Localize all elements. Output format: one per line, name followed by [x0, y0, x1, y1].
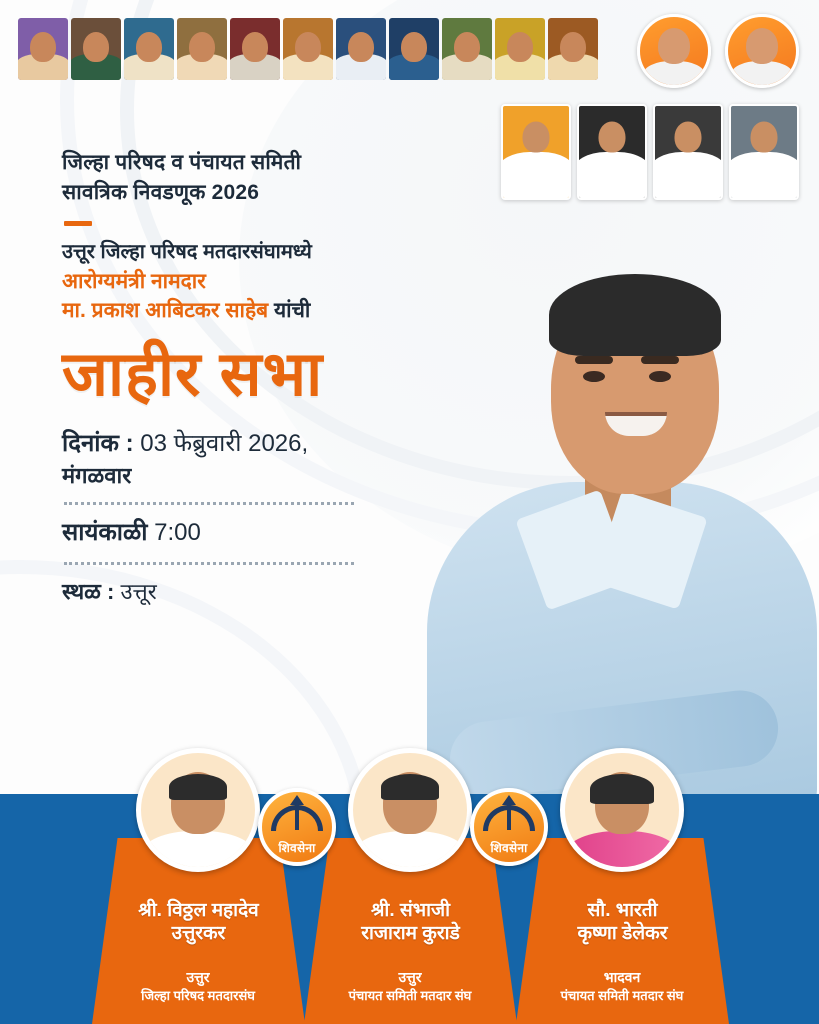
hero-hair	[549, 274, 721, 356]
leader-portrait-9	[442, 18, 492, 80]
candidate-name-3	[516, 900, 729, 946]
leader-portrait-c	[729, 104, 799, 200]
hero-eye-left	[583, 371, 605, 382]
poster-text-block	[62, 148, 492, 606]
hero-eye-right	[649, 371, 671, 382]
leader-portrait-11	[548, 18, 598, 80]
leader-portrait-1	[18, 18, 68, 80]
leader-portrait-4	[177, 18, 227, 80]
divider	[64, 221, 92, 226]
candidate-constituency: जिल्हा परिषद मतदारसंघ	[141, 988, 255, 1004]
leader-portrait-2	[71, 18, 121, 80]
venue-value: उत्तूर	[120, 578, 157, 604]
cm-portrait	[501, 104, 571, 200]
minister-suffix: यांची	[273, 299, 311, 323]
leader-thumbnail-strip	[18, 18, 598, 80]
leader-portrait-6	[283, 18, 333, 80]
shivsena-founder-portrait	[637, 14, 711, 88]
leader-portrait-5	[230, 18, 280, 80]
minister-name: मा. प्रकाश आबिटकर साहेब	[62, 299, 269, 323]
candidate-ward-1	[83, 967, 313, 1006]
candidate-place: उत्तुर	[186, 968, 210, 985]
dotted-divider-2	[64, 562, 354, 565]
candidate-name-1	[92, 900, 305, 946]
candidate-photo-1	[136, 748, 260, 872]
candidate-name-line-2: कृष्णा डेलेकर	[577, 923, 668, 945]
party-logo-label: शिवसेना	[490, 841, 528, 855]
leader-portrait-a	[577, 104, 647, 200]
subheader-line: उत्तूर जिल्हा परिषद मतदारसंघामध्ये	[62, 240, 312, 263]
hero-brow-left	[575, 356, 613, 364]
date-value: 03 फेब्रुवारी 2026,	[140, 430, 309, 458]
candidate-name-2	[304, 900, 517, 946]
candidate-name-line-2: राजाराम कुराडे	[361, 923, 460, 945]
candidate-ward-3	[507, 967, 737, 1006]
bow-and-arrow-icon	[470, 788, 548, 866]
bow-and-arrow-icon	[258, 788, 336, 866]
shivsena-leader-portrait	[725, 14, 799, 88]
party-leaders-duo	[637, 14, 799, 88]
minister-title-line: आरोग्यमंत्री नामदार	[62, 269, 206, 293]
party-logo-label: शिवसेना	[278, 841, 316, 855]
candidate-constituency: पंचायत समिती मतदार संघ	[348, 988, 472, 1004]
venue-label: स्थळ :	[62, 578, 115, 604]
leader-portrait-3	[124, 18, 174, 80]
leader-portrait-b	[653, 104, 723, 200]
page-title: जाहीर सभा	[62, 339, 324, 409]
leader-portrait-8	[389, 18, 439, 80]
party-leaders-quad	[501, 104, 799, 200]
header-line-2: सावत्रिक निवडणूक 2026	[62, 180, 260, 204]
candidate-constituency: पंचायत समिती मतदार संघ	[560, 988, 684, 1004]
event-meta	[62, 428, 492, 606]
day-value: मंगळवार	[62, 462, 132, 488]
candidate-place: उत्तुर	[398, 968, 422, 985]
candidate-photo-3	[560, 748, 684, 872]
leader-portrait-10	[495, 18, 545, 80]
candidate-place: भादवन	[603, 968, 641, 985]
time-label: सायंकाळी	[62, 519, 148, 547]
candidate-photo-2	[348, 748, 472, 872]
candidate-name-line-1: श्री. विठ्ठल महादेव	[138, 900, 259, 922]
candidate-name-line-1: श्री. संभाजी	[370, 900, 451, 922]
leader-portrait-7	[336, 18, 386, 80]
hero-brow-right	[641, 356, 679, 364]
date-label: दिनांक :	[62, 430, 134, 458]
candidate-ward-2	[295, 967, 525, 1006]
candidate-name-line-2: उत्तुरकर	[171, 923, 226, 945]
dotted-divider-1	[64, 502, 354, 505]
header-line-1: जिल्हा परिषद व पंचायत समिती	[62, 151, 302, 174]
candidate-name-line-1: सौ. भारती	[587, 900, 658, 922]
time-value: 7:00	[154, 519, 201, 547]
